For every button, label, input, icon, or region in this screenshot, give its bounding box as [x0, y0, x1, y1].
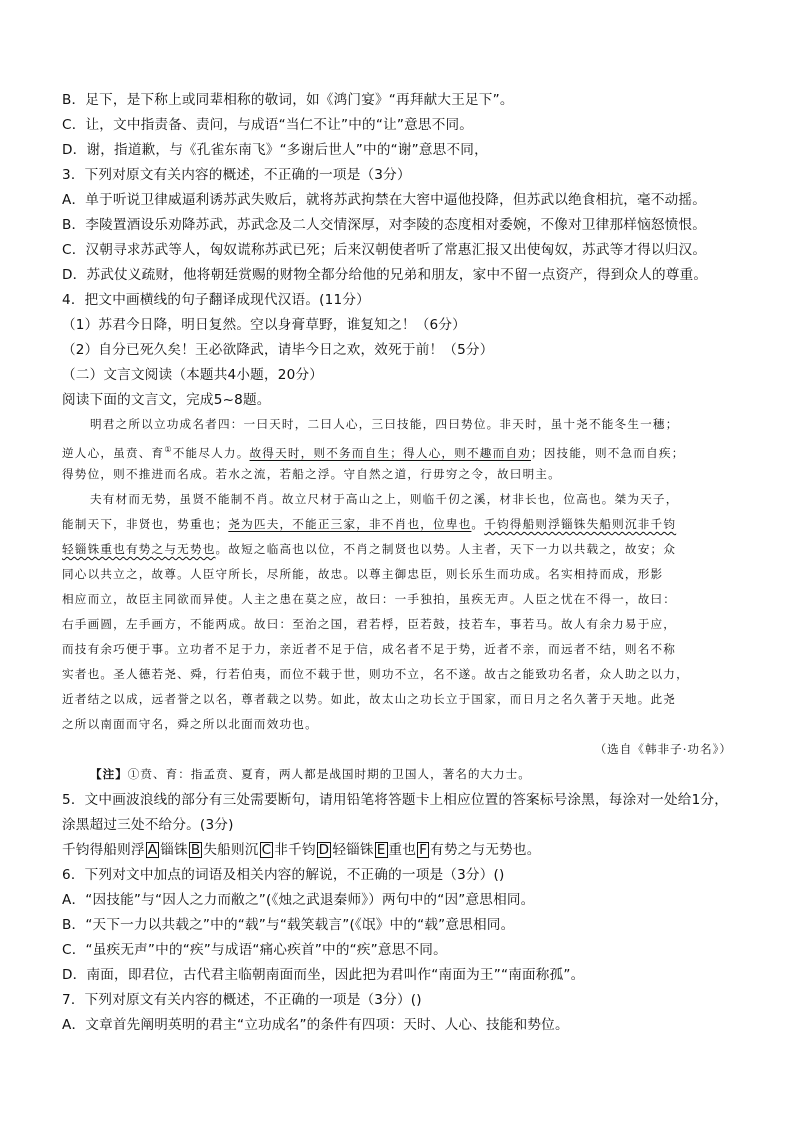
- passage-text: 。: [471, 517, 485, 531]
- q2-option-c: C．让，文中指责备、责问，与成语“当仁不让”中的“让”意思不同。: [62, 117, 474, 133]
- passage-line: [62, 537, 736, 563]
- passage-line: 实者也。圣人德若尧、舜，行若伯夷，而位不载于世，则功不立，名不遂。故古之能致功名者，众人助之以力，: [62, 667, 689, 681]
- underlined-sentence: 尧为匹夫，不能正三家，非不肖也，位卑也: [228, 517, 472, 531]
- q6-option-c: C．“虽疾无声”中的“疾”与成语“痛心疾首”中的“疾”意思不同。: [62, 942, 447, 958]
- passage-line: 夫有材而无势，虽贤不能制不肖。故立尺材于高山之上，则临千仞之溪，材非长也，位高也。桀为天子，: [90, 492, 679, 506]
- q2-option-b: B．足下，是下称上或同辈相称的敬词，如《鸿门宴》“再拜献大王足下”。: [62, 92, 514, 108]
- footnote-label: 【注】: [90, 767, 128, 781]
- wavy-underlined-text: 轻锱铢重也有势之与无势也: [62, 542, 216, 556]
- passage-line: 得势位，则不推进而名成。若水之流，若船之浮。守自然之道，行毋穷之令，故曰明主。: [62, 467, 561, 481]
- section-title: （二）文言文阅读（本题共4小题，20分）: [62, 367, 324, 383]
- q3-option-a: A．单于听说卫律威逼利诱苏武失败后，就将苏武拘禁在大窖中逼他投降，但苏武以绝食相抗，毫不动摇。: [62, 192, 707, 208]
- answer-mark-d[interactable]: D: [318, 842, 330, 858]
- q3-stem: 3．下列对原文有关内容的概述，不正确的一项是（3分）: [62, 167, 411, 183]
- passage-line: 之所以南面而守名，舜之所以北面而效功也。: [62, 717, 318, 731]
- passage-line: 同心以共立之，故尊。人臣守所长，尽所能，故忠。以尊主御忠臣，则长乐生而功成。名实相持而成，形影: [62, 567, 664, 581]
- q5-stem-line-1: 5．文中画波浪线的部分有三处需要断句，请用铅笔将答题卡上相应位置的答案标号涂黑，每涂对一处给1分，: [62, 792, 729, 808]
- segment-text: 重也: [388, 842, 417, 858]
- q6-option-a: A．“因技能”与“因人之力而敝之”(《烛之武退秦师》）两句中的“因”意思相同。: [62, 892, 535, 908]
- passage-source: （选自《韩非子·功名》）: [594, 742, 732, 756]
- q3-option-c: C．汉朝寻求苏武等人，匈奴谎称苏武已死；后来汉朝使者听了常惠汇报又出使匈奴，苏武等才得以归汉。: [62, 242, 707, 258]
- q2-option-d: D．谢，指道歉，与《孔雀东南飞》“多谢后世人”中的“谢”意思不同，: [62, 142, 488, 158]
- passage-line: 相应而立，故臣主同欲而异使。人主之患在莫之应，故曰：一手独拍，虽疾无声。人臣之忧在不得一，故曰：: [62, 592, 677, 606]
- segment-text: 锱铢: [160, 842, 188, 858]
- passage-text: 。故短之临高也以位，不肖之制贤也以势。人主者，天下一力以共载之，故安；众: [215, 542, 677, 556]
- footnote-number: ①: [127, 767, 141, 781]
- q7-option-a: A．文章首先阐明英明的君主“立功成名”的条件有四项：天时、人心、技能和势位。: [62, 1017, 569, 1033]
- passage-line: 而技有余巧便于事。立功者不足于力，亲近者不足于信，成名者不足于势，近者不亲，而远者不结，则名不称: [62, 642, 677, 656]
- passage-line: 右手画圆，左手画方，不能两成。故曰：至治之国，君若桴，臣若鼓，技若车，事若马。故人有余力易于应，: [62, 617, 677, 631]
- passage-text: ；因技能，则不急而自疾；: [530, 445, 685, 460]
- passage-line: 明君之所以立功成名者四：一曰天时，二曰人心，三曰技能，四曰势位。非天时，虽十尧不能冬生一穗；: [90, 417, 679, 431]
- passage-text: 逆人心，虽贲、育: [62, 445, 165, 460]
- segment-text: 非千钧: [274, 842, 316, 858]
- segment-text: 千钧得船则浮: [62, 842, 145, 858]
- passage-line: 近者结之以成，远者誉之以名，尊者载之以势。如此，故太山之功长立于国家，而日月之名久著于天地。此尧: [62, 692, 677, 706]
- q5-sequence: [62, 839, 541, 861]
- segment-text: 失船则沉: [203, 842, 259, 858]
- q4-stem: 4．把文中画横线的句子翻译成现代汉语。(11分）: [62, 292, 370, 308]
- footnote-marker: ①: [164, 445, 173, 454]
- q5-stem-line-2: 涂黑超过三处不给分。(3分): [62, 817, 234, 833]
- passage-line: [62, 512, 736, 538]
- q7-stem: 7．下列对原文有关内容的概述，不正确的一项是（3分）(): [62, 992, 422, 1008]
- segment-text: 有势之与无势也。: [430, 842, 541, 858]
- q6-option-b: B．“天下一力以共载之”中的“载”与“载笑载言”(《氓》中的“载”意思相同。: [62, 917, 515, 933]
- section-intro: 阅读下面的文言文，完成5~8题。: [62, 392, 271, 408]
- answer-mark-b[interactable]: B: [190, 842, 201, 858]
- wavy-underlined-text: 千钧得船则浮锱铢失船则沉非千钧: [484, 517, 677, 531]
- segment-text: 轻锱铢: [332, 842, 374, 858]
- q3-option-b: B．李陵置酒设乐劝降苏武，苏武念及二人交情深厚，对李陵的态度相对委婉，不像对卫律那样恼怒愤恨。: [62, 217, 707, 233]
- passage-text: 能制天下，非贤也，势重也；: [62, 517, 229, 531]
- q6-option-d: D．南面，即君位，古代君主临朝南面而坐，因此把为君叫作“南面为王”“南面称孤”。: [62, 967, 585, 983]
- answer-mark-c[interactable]: C: [261, 842, 272, 858]
- footnote-text: 贲、育：指孟贲、夏育，两人都是战国时期的卫国人，著名的大力士。: [140, 767, 531, 781]
- answer-mark-e[interactable]: E: [376, 842, 386, 858]
- answer-mark-f[interactable]: F: [419, 842, 428, 858]
- q4-sentence-1: （1）苏君今日降，明日复然。空以身膏草野，谁复知之！（6分）: [62, 317, 466, 333]
- q6-stem: 6．下列对文中加点的词语及相关内容的解说，不正确的一项是（3分）(): [62, 867, 505, 883]
- passage-text: 不能尽人力。: [172, 445, 250, 460]
- q3-option-d: D．苏武仗义疏财，他将朝廷赏赐的财物全都分给他的兄弟和朋友，家中不留一点资产，得到众人的尊重。: [62, 267, 708, 283]
- answer-mark-a[interactable]: A: [147, 842, 158, 858]
- underlined-sentence: 故得天时，则不务而自生；得人心，则不趣而自劝: [249, 445, 531, 460]
- q4-sentence-2: （2）自分已死久矣！王必欲降武，请毕今日之欢，效死于前！（5分）: [62, 342, 494, 358]
- footnote: [90, 766, 531, 782]
